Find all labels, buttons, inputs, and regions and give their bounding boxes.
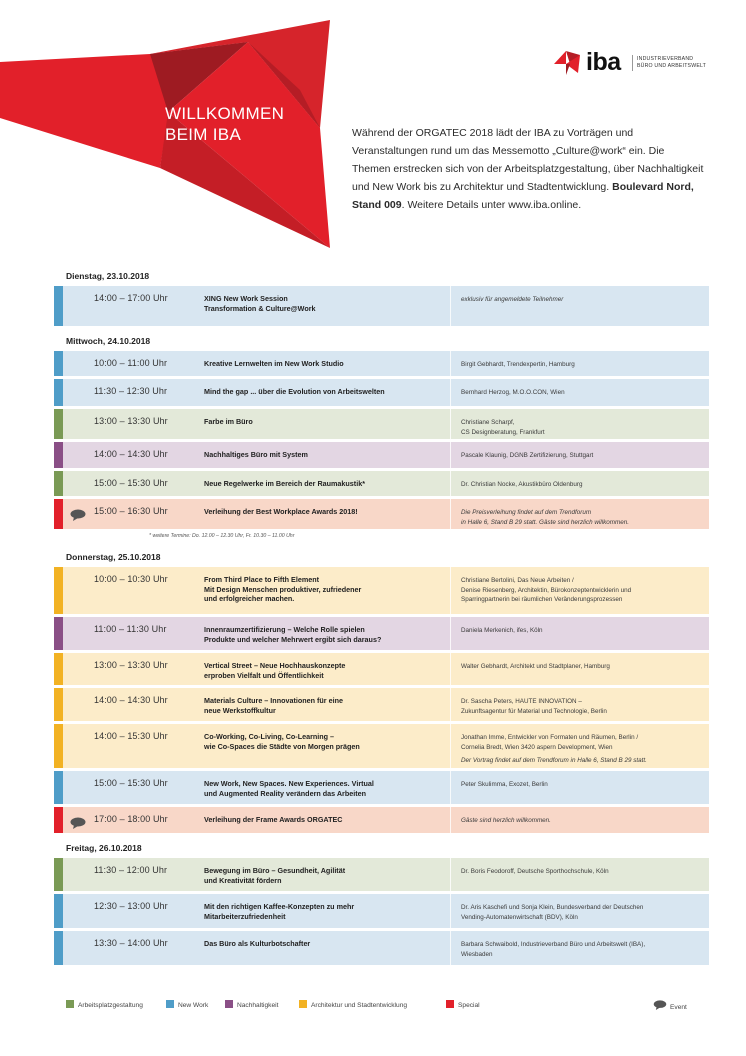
session-time: 11:30 – 12:00 Uhr (94, 865, 168, 875)
session-content (63, 807, 709, 833)
session-title-line: Mit Design Menschen produktiver, zufriedener (204, 584, 362, 594)
speaker-line: Jonathan Imme, Entwickler von Formaten und Räumen, Berlin / (461, 734, 639, 741)
session-title (204, 567, 451, 614)
speaker-line: Walter Gebhardt, Architekt und Stadtplaner, Hamburg (461, 663, 610, 670)
intro-text-end: . Weitere Details unter www.iba.online. (401, 199, 582, 211)
icon-column (63, 617, 94, 650)
category-bar (54, 471, 63, 496)
category-bar (54, 688, 63, 721)
speaker-line: Wiesbaden (461, 950, 493, 958)
speaker-note: exklusiv für angemeldete Teilnehmer (461, 296, 564, 303)
session-row[interactable] (54, 567, 709, 614)
legend-label: Architektur und Stadtentwicklung (311, 1002, 408, 1009)
footnote: * weitere Termine: Do. 12.00 – 12.30 Uhr, Fr. 10.30 – 11.00 Uhr (149, 533, 295, 539)
intro-paragraph (352, 124, 704, 214)
session-time: 12:30 – 13:00 Uhr (94, 901, 168, 911)
day-header: Freitag, 26.10.2018 (66, 843, 142, 853)
legend-swatch (66, 1000, 74, 1008)
category-bar (54, 286, 63, 326)
session-row[interactable] (54, 771, 709, 804)
session-time: 13:30 – 14:00 Uhr (94, 938, 168, 948)
session-row[interactable] (54, 351, 709, 376)
speaker-line: CS Designberatung, Frankfurt (461, 428, 545, 436)
session-time: 11:00 – 11:30 Uhr (94, 624, 167, 634)
legend-label: Nachhaltigkeit (237, 1002, 279, 1009)
speaker-line: Sparringpartnerin bei räumlichen Veränderungsprozessen (461, 596, 623, 604)
icon-column (63, 894, 94, 928)
speaker-note: Gäste sind herzlich willkommen. (461, 817, 551, 824)
category-bar (54, 567, 63, 614)
session-content (63, 499, 709, 529)
icon-column (63, 771, 94, 804)
session-speaker (451, 807, 709, 833)
speaker-line: Dr. Boris Feodoroff, Deutsche Sporthochschule, Köln (461, 868, 609, 875)
session-speaker (451, 379, 709, 406)
speech-bubble-icon (70, 817, 86, 829)
intro-stand-location: Boulevard Nord, Stand 009 (352, 181, 694, 211)
icon-column (63, 807, 94, 833)
category-bar (54, 442, 63, 468)
legend-swatch (225, 1000, 233, 1008)
session-content (63, 442, 709, 468)
session-row[interactable] (54, 931, 709, 965)
session-content (63, 858, 709, 891)
session-speaker (451, 567, 709, 614)
session-row[interactable] (54, 499, 709, 529)
category-bar (54, 617, 63, 650)
speaker-line: Christiane Scharpf, (461, 419, 515, 426)
icon-column (63, 724, 94, 768)
icon-column (63, 858, 94, 891)
hero-title-line-2: BEIM IBA (165, 125, 242, 144)
session-row[interactable] (54, 442, 709, 468)
category-bar (54, 894, 63, 928)
icon-column (63, 688, 94, 721)
session-row[interactable] (54, 894, 709, 928)
speaker-line: Vending-Automatenwirtschaft (BDV), Köln (461, 913, 578, 921)
session-title-line: Das Büro als Kulturbotschafter (204, 939, 311, 948)
session-title (204, 409, 451, 439)
session-title (204, 499, 451, 529)
icon-column (63, 409, 94, 439)
session-speaker (451, 858, 709, 891)
icon-column (63, 351, 94, 376)
category-bar (54, 931, 63, 965)
category-bar (54, 771, 63, 804)
session-title (204, 894, 451, 928)
session-row[interactable] (54, 286, 709, 326)
legend-swatch (166, 1000, 174, 1008)
logo-tagline-line-2: BÜRO UND ARBEITSWELT (637, 63, 707, 69)
session-title (204, 379, 451, 406)
logo-tagline-line-1: INDUSTRIEVERBAND (637, 56, 694, 62)
session-speaker (451, 499, 709, 529)
icon-column (63, 286, 94, 326)
session-title-line: From Third Place to Fifth Element (204, 575, 320, 584)
category-bar (54, 807, 63, 833)
session-time: 11:30 – 12:30 Uhr (94, 386, 168, 396)
session-title (204, 688, 451, 721)
session-speaker (451, 351, 709, 376)
session-title-line: Bewegung im Büro – Gesundheit, Agilität (204, 866, 346, 875)
session-title-line: Neue Regelwerke im Bereich der Raumakustik* (204, 479, 365, 488)
speaker-line: Daniela Merkenich, ifes, Köln (461, 627, 543, 634)
speaker-note: in Halle 6, Stand B 29 statt. Gäste sind herzlich willkommen. (461, 518, 629, 526)
session-title (204, 807, 451, 833)
speaker-note: Die Preisverleihung findet auf dem Trendforum (461, 509, 592, 516)
legend-item (299, 1000, 407, 1010)
session-title (204, 351, 451, 376)
session-title-line: Mit den richtigen Kaffee-Konzepten zu mehr (204, 902, 355, 911)
session-title-line: Verleihung der Frame Awards ORGATEC (204, 815, 343, 824)
session-content (63, 567, 709, 614)
session-row[interactable] (54, 688, 709, 721)
speech-bubble-icon (653, 1000, 667, 1010)
schedule (54, 270, 709, 968)
legend-item-event (653, 1000, 687, 1012)
category-bar (54, 653, 63, 685)
speaker-line: Barbara Schwaibold, Industrieverband Büro und Arbeitswelt (IBA), (461, 941, 646, 948)
session-time: 14:00 – 14:30 Uhr (94, 449, 168, 459)
session-title-line: Vertical Street – Neue Hochhauskonzepte (204, 661, 346, 670)
session-time: 13:00 – 13:30 Uhr (94, 660, 168, 670)
icon-column (63, 653, 94, 685)
session-speaker (451, 471, 709, 496)
legend-label: Event (670, 1004, 687, 1011)
speech-bubble-icon (70, 509, 86, 521)
speaker-line: Cornelia Bredt, Wien 3420 aspern Development, Wien (461, 743, 613, 751)
icon-column (63, 931, 94, 965)
session-title-line: erproben Vielfalt und Öffentlichkeit (204, 670, 324, 680)
session-title-line: New Work, New Spaces. New Experiences. Virtual (204, 779, 374, 788)
session-title-line: Produkte und welcher Mehrwert ergibt sich daraus? (204, 634, 382, 644)
session-row[interactable] (54, 724, 709, 768)
legend-item (66, 1000, 143, 1010)
legend-label: Arbeitsplatzgestaltung (78, 1002, 143, 1009)
session-title (204, 286, 451, 326)
category-bar (54, 351, 63, 376)
session-row[interactable] (54, 379, 709, 406)
session-content (63, 379, 709, 406)
session-speaker (451, 724, 709, 768)
session-title-line: Innenraumzertifizierung – Welche Rolle spielen (204, 625, 365, 634)
iba-logo[interactable] (552, 47, 722, 79)
session-content (63, 471, 709, 496)
iba-bird-icon (552, 47, 582, 77)
session-speaker (451, 409, 709, 439)
session-row[interactable] (54, 617, 709, 650)
session-title-line: Transformation & Culture@Work (204, 303, 316, 313)
speaker-line: Dr. Christian Nocke, Akustikbüro Oldenburg (461, 481, 583, 488)
session-speaker (451, 771, 709, 804)
session-speaker (451, 617, 709, 650)
session-time: 17:00 – 18:00 Uhr (94, 814, 168, 824)
icon-column (63, 471, 94, 496)
session-title-line: neue Werkstoffkultur (204, 705, 276, 715)
session-speaker (451, 442, 709, 468)
session-speaker (451, 653, 709, 685)
session-content (63, 724, 709, 768)
session-speaker (451, 894, 709, 928)
session-content (63, 894, 709, 928)
speaker-line: Denise Riesenberg, Architektin, Bürokonzeptentwicklerin und (461, 586, 632, 594)
legend-label: Special (458, 1002, 480, 1009)
session-time: 14:00 – 17:00 Uhr (94, 293, 168, 303)
session-time: 15:00 – 16:30 Uhr (94, 506, 168, 516)
session-content (63, 688, 709, 721)
session-time: 14:00 – 15:30 Uhr (94, 731, 168, 741)
category-bar (54, 858, 63, 891)
logo-tagline (637, 56, 706, 70)
session-title-line: Materials Culture – Innovationen für eine (204, 696, 343, 705)
session-speaker (451, 931, 709, 965)
session-content (63, 286, 709, 326)
speaker-line: Birgit Gebhardt, Trendexpertin, Hamburg (461, 361, 575, 368)
session-content (63, 931, 709, 965)
session-speaker (451, 688, 709, 721)
session-title (204, 653, 451, 685)
session-title (204, 442, 451, 468)
session-time: 10:00 – 10:30 Uhr (94, 574, 168, 584)
session-title-line: und Kreativität fördern (204, 875, 282, 885)
legend-swatch (446, 1000, 454, 1008)
session-content (63, 771, 709, 804)
intro-text: Während der ORGATEC 2018 lädt der IBA zu Vorträgen und Veranstaltungen rund um das Messemotto „Culture@work“ ein. Die Themen erstrecken sich von der Arbeitsplatzgestaltung, über Nachhaltigkeit und New Work bis zu Architektur und Stadtentwicklung. (352, 127, 704, 193)
session-content (63, 409, 709, 439)
icon-column (63, 442, 94, 468)
speaker-line: Bernhard Herzog, M.O.O.CON, Wien (461, 389, 565, 396)
speaker-line: Christiane Bertolini, Das Neue Arbeiten / (461, 577, 574, 584)
session-content (63, 617, 709, 650)
session-title-line: und erfolgreicher machen. (204, 594, 295, 603)
session-title-line: und Augmented Reality verändern das Arbeiten (204, 788, 367, 798)
session-title-line: Co-Working, Co-Living, Co-Learning – (204, 732, 335, 741)
session-content (63, 653, 709, 685)
category-bar (54, 379, 63, 406)
legend-swatch (299, 1000, 307, 1008)
legend (66, 1000, 696, 1012)
day-header: Donnerstag, 25.10.2018 (66, 552, 161, 562)
legend-label: New Work (178, 1002, 209, 1009)
category-bar (54, 409, 63, 439)
category-bar (54, 724, 63, 768)
session-title-line: Kreative Lernwelten im New Work Studio (204, 359, 344, 368)
session-row[interactable] (54, 807, 709, 833)
session-title (204, 931, 451, 965)
session-title (204, 858, 451, 891)
speaker-line: Zukunftsagentur für Material und Technologie, Berlin (461, 707, 607, 715)
session-row[interactable] (54, 409, 709, 439)
speaker-line: Dr. Sascha Peters, HAUTE INNOVATION – (461, 698, 582, 705)
session-title (204, 771, 451, 804)
session-row[interactable] (54, 858, 709, 891)
legend-item (166, 1000, 208, 1010)
session-time: 15:00 – 15:30 Uhr (94, 778, 168, 788)
session-time: 13:00 – 13:30 Uhr (94, 416, 168, 426)
session-title-line: Verleihung der Best Workplace Awards 2018! (204, 507, 358, 516)
legend-item (446, 1000, 480, 1010)
day-header: Dienstag, 23.10.2018 (66, 271, 150, 281)
speaker-line: Peter Skulimma, Exozet, Berlin (461, 781, 548, 788)
icon-column (63, 567, 94, 614)
legend-item (225, 1000, 278, 1010)
icon-column (63, 379, 94, 406)
session-title-line: Nachhaltiges Büro mit System (204, 450, 308, 459)
category-bar (54, 499, 63, 529)
session-time: 15:00 – 15:30 Uhr (94, 478, 168, 488)
logo-wordmark: iba (586, 48, 621, 76)
day-header: Mittwoch, 24.10.2018 (66, 336, 151, 346)
session-title-line: wie Co-Spaces die Städte von Morgen prägen (204, 741, 360, 751)
speaker-note: Der Vortrag findet auf dem Trendforum in Halle 6, Stand B 29 statt. (461, 757, 647, 765)
logo-separator (632, 55, 633, 71)
session-title (204, 471, 451, 496)
hero-title-line-1: WILLKOMMEN (165, 104, 285, 123)
session-time: 14:00 – 14:30 Uhr (94, 695, 168, 705)
speaker-line: Dr. Aris Kaschefi und Sonja Klein, Bundesverband der Deutschen (461, 904, 644, 911)
session-time: 10:00 – 11:00 Uhr (94, 358, 168, 368)
session-title-line: Farbe im Büro (204, 417, 253, 426)
session-title (204, 724, 451, 768)
session-speaker (451, 286, 709, 326)
session-title-line: XING New Work Session (204, 294, 288, 303)
session-row[interactable] (54, 471, 709, 496)
icon-column (63, 499, 94, 529)
session-content (63, 351, 709, 376)
session-title-line: Mind the gap ... über die Evolution von Arbeitswelten (204, 387, 385, 396)
session-title-line: Mitarbeiterzufriedenheit (204, 911, 286, 921)
hero-title (165, 103, 284, 145)
session-title (204, 617, 451, 650)
session-row[interactable] (54, 653, 709, 685)
speaker-line: Pascale Klaunig, DGNB Zertifizierung, Stuttgart (461, 452, 594, 459)
